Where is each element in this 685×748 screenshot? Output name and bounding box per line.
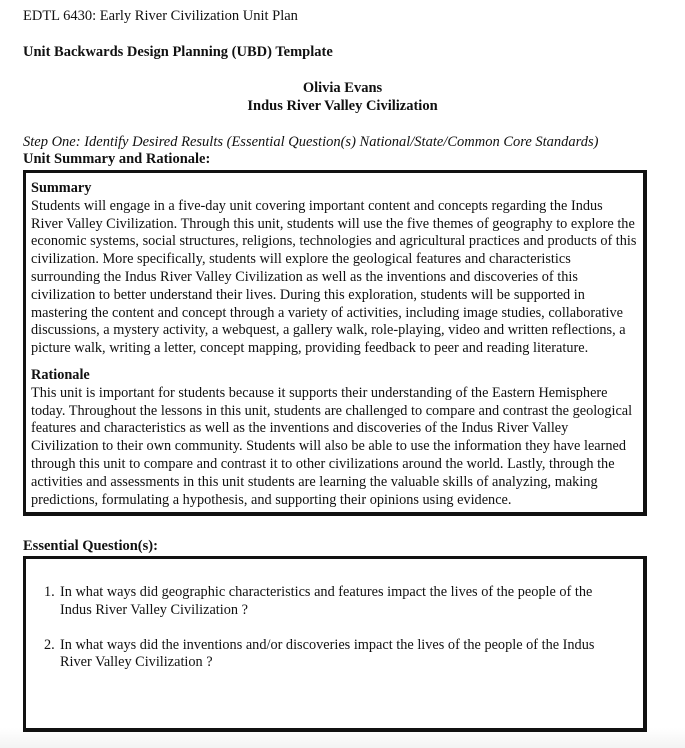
rationale-heading: Rationale — [31, 366, 90, 383]
step-one-label: Step One: Identify Desired Results (Essential Question(s) National/State/Common Core Standards) — [23, 134, 599, 150]
course-title: EDTL 6430: Early River Civilization Unit Plan — [23, 8, 298, 24]
essential-question-item — [44, 637, 633, 673]
essential-question-item — [44, 584, 633, 620]
essential-questions-box — [23, 556, 647, 732]
question-text: In what ways did the inventions and/or discoveries impact the lives of the people of the Indus River Valley Civilization ? — [60, 636, 595, 671]
question-number: 2. — [44, 636, 55, 653]
summary-text: Students will engage in a five-day unit covering important content and concepts regarding the Indus River Valley Civilization. Through this unit, students will use the five themes of geography to explore the economic systems, social structures, religions, technologies and agricultural practices and products of this civilization. More specifically, students will explore the geological features and characteristics surrounding the Indus River Valley Civilization as well as the inventions and discoveries of this civilization to better understand their lives. During this exploration, students will be supported in mastering the content and concept through a variety of activities, including image studies, collaborative discussions, a mystery activity, a webquest, a gallery walk, role-playing, video and written reflections, a picture walk, writing a letter, concept mapping, providing feedback to peer and reading literature. — [31, 197, 637, 357]
summary-rationale-box — [23, 170, 647, 516]
unit-subject: Indus River Valley Civilization — [247, 98, 438, 114]
unit-summary-heading: Unit Summary and Rationale: — [23, 151, 211, 167]
rationale-text: This unit is important for students because it supports their understanding of the Eastern Hemisphere today. Throughout the lessons in this unit, students are challenged to compare and contrast the geological features and characteristics as well as the inventions and discoveries of the Indus River Valley Civilization to their own community. Students will also be able to use the information they have learned through this unit to compare and contrast it to other civilizations around the world. Lastly, through the activities and assessments in this unit students are learning the valuable skills of analyzing, making predictions, formulating a hypothesis, and supporting their opinions using evidence. — [31, 384, 633, 508]
question-number: 1. — [44, 584, 55, 600]
template-title: Unit Backwards Design Planning (UBD) Template — [23, 44, 333, 60]
question-text: In what ways did geographic characteristics and features impact the lives of the people of the Indus River Valley Civilization ? — [60, 584, 593, 618]
essential-questions-list — [26, 559, 643, 672]
summary-heading: Summary — [31, 180, 92, 196]
essential-questions-heading: Essential Question(s): — [23, 538, 158, 554]
author-name: Olivia Evans — [302, 80, 383, 96]
